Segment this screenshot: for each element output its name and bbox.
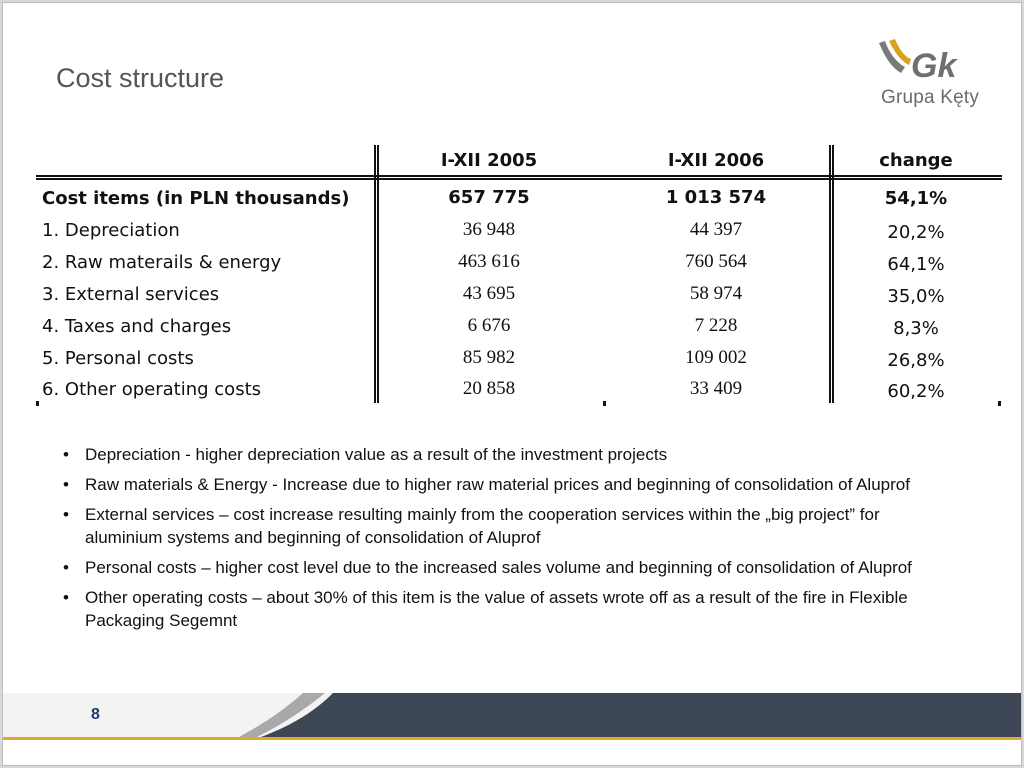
bullet-icon: • (63, 558, 69, 577)
list-item-text: Depreciation - higher depreciation value as a result of the investment projects (85, 445, 668, 464)
row-2006: 44 397 (689, 219, 743, 240)
table-row-total (36, 183, 1002, 215)
row-2006: 109 002 (685, 347, 747, 368)
row-change: 8,3% (893, 318, 939, 339)
header-2005: I-XII 2005 (440, 150, 538, 171)
footer-swoosh-icon (3, 693, 1021, 765)
row-label: 5. Personal costs (42, 348, 194, 369)
row-label: 3. External services (42, 284, 220, 305)
row-2005: 36 948 (462, 219, 516, 240)
row-2006: 58 974 (689, 283, 743, 304)
header-change: change (879, 150, 953, 171)
bullet-icon: • (63, 505, 69, 524)
row-2006: 33 409 (689, 378, 743, 399)
table-row (36, 311, 1002, 343)
row-2005: 6 676 (467, 315, 511, 336)
row-2005: 20 858 (462, 378, 516, 399)
row-change: 26,8% (887, 350, 945, 371)
list-item-text: Raw materials & Energy - Increase due to higher raw material prices and beginning of consolidation of Aluprof (85, 475, 910, 494)
slide-footer (3, 693, 1021, 765)
cost-table (36, 145, 1002, 407)
row-label: 4. Taxes and charges (42, 316, 232, 337)
company-logo (875, 37, 995, 117)
table-row (36, 215, 1002, 247)
list-item-text: Personal costs – higher cost level due to the increased sales volume and beginning of consolidation of Aluprof (85, 558, 912, 577)
list-item-text: Other operating costs – about 30% of this item is the value of assets wrote off as a result of the fire in Flexible Packaging Segemnt (85, 588, 908, 630)
page-title: Cost structure (56, 63, 225, 93)
row-change: 20,2% (887, 222, 945, 243)
row-change: 35,0% (887, 286, 945, 307)
table-row (36, 247, 1002, 279)
table-corner-mark (36, 401, 39, 406)
list-item (61, 586, 941, 632)
row-2005: 85 982 (462, 347, 516, 368)
logo-company-name: Grupa Kęty (881, 87, 980, 108)
total-2006: 1 013 574 (665, 187, 767, 208)
row-change: 64,1% (887, 254, 945, 275)
table-corner-mark (603, 401, 606, 406)
row-label: 6. Other operating costs (42, 379, 262, 400)
list-item (61, 556, 941, 579)
row-label: 2. Raw materails & energy (42, 252, 282, 273)
logo-mark-text: Gk (911, 47, 957, 85)
list-item (61, 473, 941, 496)
row-2005: 43 695 (462, 283, 516, 304)
page-number: 8 (91, 706, 100, 723)
total-label: Cost items (in PLN thousands) (42, 188, 350, 209)
row-2006: 760 564 (685, 251, 747, 272)
gk-logo-icon (875, 37, 995, 89)
header-2006: I-XII 2006 (667, 150, 765, 171)
notes-list (61, 443, 941, 639)
row-change: 60,2% (887, 381, 945, 402)
table-row (36, 374, 1002, 406)
row-2006: 7 228 (694, 315, 738, 336)
list-item (61, 443, 941, 466)
bullet-icon: • (63, 475, 69, 494)
table-header-rule (36, 175, 1002, 180)
list-item (61, 503, 941, 549)
total-2005: 657 775 (448, 187, 530, 208)
bullet-icon: • (63, 588, 69, 607)
table-corner-mark (998, 401, 1001, 406)
slide (2, 2, 1022, 766)
list-item-text: External services – cost increase resulting mainly from the cooperation services within the „big project” for aluminium systems and beginning of consolidation of Aluprof (85, 505, 880, 547)
table-row (36, 343, 1002, 375)
row-2005: 463 616 (458, 251, 520, 272)
total-change: 54,1% (884, 188, 948, 209)
bullet-icon: • (63, 445, 69, 464)
table-row (36, 279, 1002, 311)
row-label: 1. Depreciation (42, 220, 180, 241)
